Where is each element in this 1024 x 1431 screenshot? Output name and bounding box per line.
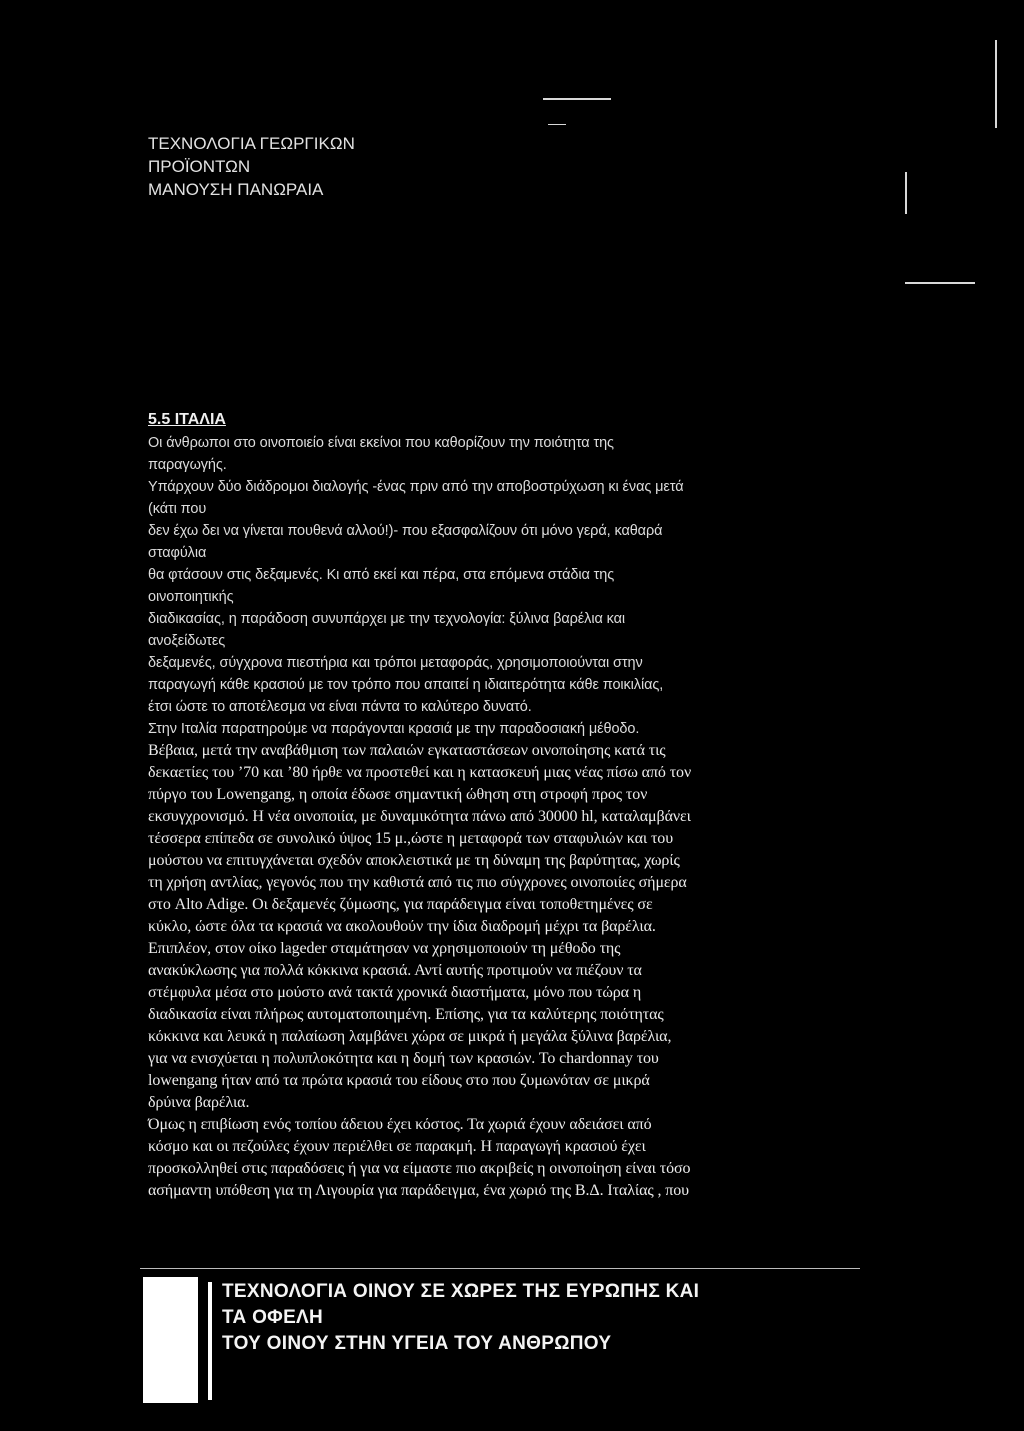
body-line: ανοξείδωτες: [148, 633, 226, 649]
body-line: Στην Ιταλία παρατηρούμε να παράγονται κρασιά με την παραδοσιακή μέθοδο.: [148, 721, 640, 737]
scan-mark-top-dots: [548, 124, 566, 125]
body-line: για να ενισχύεται η πολυπλοκότητα και η δομή των κρασιών. Το chardonnay του: [148, 1050, 659, 1067]
footer-divider: [140, 1268, 860, 1269]
body-line: μούστου να επιτυγχάνεται σχεδόν αποκλειστικά με τη δύναμη της βαρύτητας, χωρίς: [148, 852, 680, 869]
section-body: [148, 432, 860, 1202]
scan-mark-edge-dash: [905, 282, 975, 284]
body-line: οινοποιητικής: [148, 589, 234, 605]
footer-title: [222, 1279, 699, 1357]
footer-line-3: ΤΟΥ ΟΙΝΟΥ ΣΤΗΝ ΥΓΕΙΑ ΤΟΥ ΑΝΘΡΩΠΟΥ: [222, 1333, 612, 1354]
scan-mark-edge-upper: [995, 40, 997, 128]
body-line: θα φτάσουν στις δεξαμενές. Κι από εκεί και πέρα, στα επόμενα στάδια της: [148, 567, 615, 583]
body-line: κόσμο και οι πεζούλες έχουν περιέλθει σε παρακμή. Η παραγωγή κρασιού έχει: [148, 1138, 646, 1155]
body-line: Υπάρχουν δύο διάδρομοι διαλογής -ένας πριν από την αποβοστρύχωση κι ένας μετά: [148, 479, 684, 495]
body-line: παραγωγή κάθε κρασιού με τον τρόπο που απαιτεί η ιδιαιτερότητα κάθε ποικιλίας,: [148, 677, 664, 693]
header-line-2: ΠΡΟΪΟΝΤΩΝ: [148, 157, 251, 176]
page-header: [148, 132, 355, 201]
body-line: παραγωγής.: [148, 457, 227, 473]
body-line: δεν έχω δει να γίνεται πουθενά αλλού!)- που εξασφαλίζουν ότι μόνο γερά, καθαρά: [148, 523, 663, 539]
footer-logo-block: [143, 1277, 198, 1403]
footer-accent-bar: [208, 1282, 212, 1400]
body-line: Επιπλέον, στον οίκο lageder σταμάτησαν να χρησιμοποιούν τη μέθοδο της: [148, 940, 621, 957]
scan-mark-edge-middle: [905, 172, 907, 214]
header-line-3: ΜΑΝΟΥΣΗ ΠΑΝΩΡΑΙΑ: [148, 180, 324, 199]
body-line: στο Alto Adige. Οι δεξαμενές ζύμωσης, για παράδειγμα είναι τοποθετημένες σε: [148, 896, 653, 913]
footer-line-2: ΤΑ ΟΦΕΛΗ: [222, 1307, 324, 1328]
body-line: κόκκινα και λευκά η παλαίωση λαμβάνει χώρα σε μικρά ή μεγάλα ξύλινα βαρέλια,: [148, 1028, 672, 1045]
body-line: τη χρήση αντλίας, γεγονός που την καθιστά από τις πιο σύγχρονες οινοποιίες σήμερα: [148, 874, 687, 891]
body-line: κύκλο, ώστε όλα τα κρασιά να ακολουθούν την ίδια διαδρομή μέχρι τα βαρέλια.: [148, 918, 656, 935]
body-line: Οι άνθρωποι στο οινοποιείο είναι εκείνοι που καθορίζουν την ποιότητα της: [148, 435, 614, 451]
body-line: σταφύλια: [148, 545, 207, 561]
body-line: δεξαμενές, σύγχρονα πιεστήρια και τρόποι μεταφοράς, χρησιμοποιούνται στην: [148, 655, 643, 671]
body-line: διαδικασία είναι πλήρως αυτοματοποιημένη. Επίσης, για τα καλύτερης ποιότητας: [148, 1006, 664, 1023]
body-line: lowengang ήταν από τα πρώτα κρασιά του είδους στο που ζυμωνόταν σε μικρά: [148, 1072, 650, 1089]
body-line: (κάτι που: [148, 501, 207, 517]
body-line: Όμως η επιβίωση ενός τοπίου άδειου έχει κόστος. Τα χωριά έχουν αδειάσει από: [148, 1116, 652, 1133]
body-line: Βέβαια, μετά την αναβάθμιση των παλαιών εγκαταστάσεων οινοποίησης κατά τις: [148, 742, 666, 759]
body-line: τέσσερα επίπεδα σε συνολικό ύψος 15 μ.,ώστε η μεταφορά των σταφυλιών και του: [148, 830, 674, 847]
body-line: εκσυγχρονισμό. Η νέα οινοποιία, με δυναμικότητα πάνω από 30000 hl, καταλαμβάνει: [148, 808, 691, 825]
body-line: στέμφυλα μέσα στο μούστο ανά τακτά χρονικά διαστήματα, μόνο που τώρα η: [148, 984, 642, 1001]
header-line-1: ΤΕΧΝΟΛΟΓΙΑ ΓΕΩΡΓΙΚΩΝ: [148, 134, 355, 153]
body-line: ασήμαντη υπόθεση για τη Λιγουρία για παράδειγμα, ένα χωριό της Β.Δ. Ιταλίας , που: [148, 1182, 689, 1199]
body-line: πύργο του Lowengang, η οποία έδωσε σημαντική ώθηση στη στροφή προς τον: [148, 786, 648, 803]
body-line: διαδικασίας, η παράδοση συνυπάρχει με την τεχνολογία: ξύλινα βαρέλια και: [148, 611, 626, 627]
footer-line-1: ΤΕΧΝΟΛΟΓΙΑ ΟΙΝΟΥ ΣΕ ΧΩΡΕΣ ΤΗΣ ΕΥΡΩΠΗΣ ΚΑΙ: [222, 1281, 700, 1302]
body-line: ανακύκλωσης για πολλά κόκκινα κρασιά. Αντί αυτής προτιμούν να πιέζουν τα: [148, 962, 642, 979]
body-line: δεκαετίες του ’70 και ’80 ήρθε να προστεθεί και η κατασκευή μιας νέας πίσω από τον: [148, 764, 692, 781]
body-line: προσκολληθεί στις παραδόσεις ή για να είμαστε πιο ακριβείς η οινοποίηση είναι τόσο: [148, 1160, 691, 1177]
scan-mark-top: [543, 98, 611, 100]
section-heading: 5.5 ΙΤΑΛΙΑ: [148, 411, 226, 428]
body-line: έτσι ώστε το αποτέλεσμα να είναι πάντα το καλύτερο δυνατό.: [148, 699, 532, 715]
body-line: δρύινα βαρέλια.: [148, 1094, 250, 1111]
